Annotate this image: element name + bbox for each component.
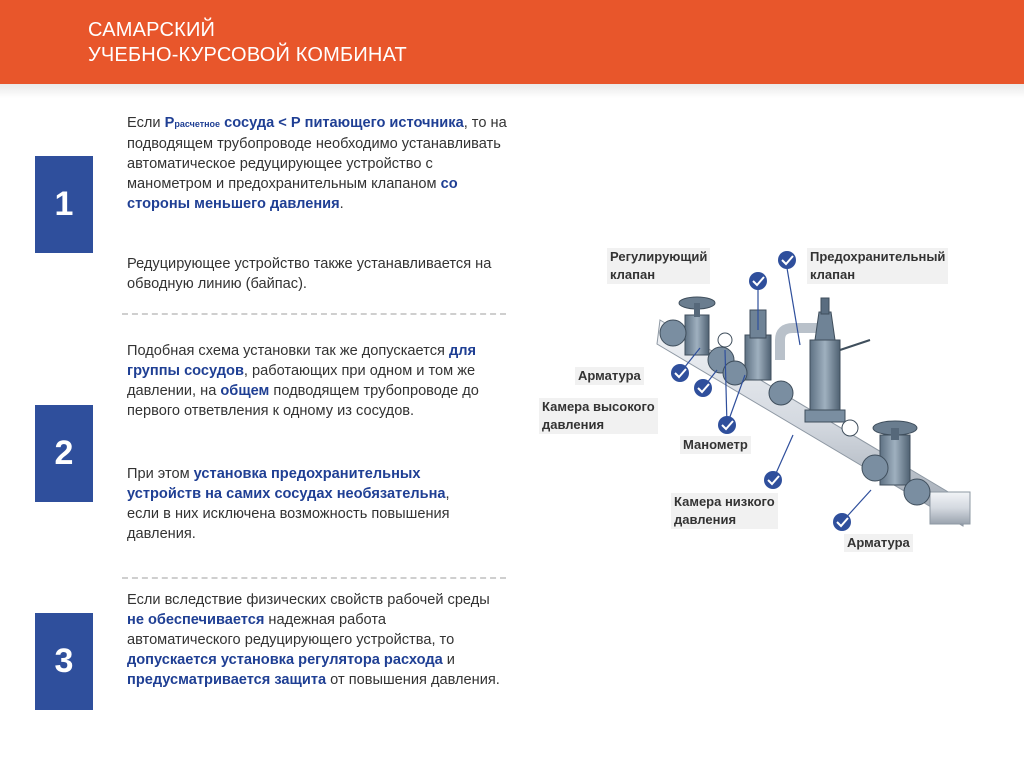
label-manometer: Манометр: [680, 436, 751, 454]
label-armatura-1: Арматура: [575, 367, 644, 385]
company-title-line2: УЧЕБНО-КУРСОВОЙ КОМБИНАТ: [88, 44, 407, 66]
pipe-tail: [930, 492, 970, 524]
divider-1: [122, 313, 506, 315]
label-armatura-2: Арматура: [844, 534, 913, 552]
label-safety-valve: Предохранительный клапан: [807, 248, 948, 284]
section-number-3: 3: [35, 613, 93, 710]
header-bar: [0, 0, 1024, 84]
safety-valve: [805, 298, 870, 422]
section-number-1: 1: [35, 156, 93, 253]
check-icon-armatura-1: [671, 364, 689, 382]
label-high-pressure-chamber: Камера высокого давления: [539, 398, 658, 434]
check-icon-armatura-2: [833, 513, 851, 531]
section-2-paragraph-1: Подобная схема установки так же допускается для группы сосудов, работающих при одном и том же давлении, на общем подводящем трубопроводе до первого ответвления к одному из сосудов.: [127, 343, 479, 419]
check-icon-low-chamber: [764, 471, 782, 489]
divider-2: [122, 577, 506, 579]
label-low-pressure-chamber: Камера низкого давления: [671, 493, 778, 529]
label-regulating-valve: Регулирующий клапан: [607, 248, 710, 284]
section-number-2: 2: [35, 405, 93, 502]
company-title-line1: САМАРСКИЙ: [88, 19, 216, 41]
manometer-gauge-left: [718, 333, 732, 347]
section-2-paragraph-2: При этом установка предохранительных устройств на самих сосудах необязательна, если в них исключена возможность повышения давления.: [127, 466, 450, 542]
company-title: [88, 18, 407, 68]
pipeline-diagram: [535, 240, 995, 570]
check-icon-safety-valve: [778, 251, 796, 269]
section-1-paragraph-2: Редуцирующее устройство также устанавливается на обводную линию (байпас).: [127, 256, 492, 292]
section-3-paragraph-1: Если вследствие физических свойств рабочей среды не обеспечивается надежная работа автоматического редуцирующего устройства, то допускается установка регулятора расхода и предусматривается защита от повышения давления.: [127, 592, 500, 688]
section-1-paragraph-1: Если Ррасчетное сосуда < Р питающего источника, то на подводящем трубопроводе необходимо устанавливать автоматическое редуцирующее устройство с манометром и предохранительным клапаном со стороны меньшего давления.: [127, 115, 507, 212]
header-shadow: [0, 84, 1024, 98]
check-icon-high-chamber: [694, 379, 712, 397]
valve-right: [862, 421, 930, 505]
check-icon-reg-valve: [749, 272, 767, 290]
check-icon-manometer: [718, 416, 736, 434]
manometer-gauge: [842, 420, 858, 436]
